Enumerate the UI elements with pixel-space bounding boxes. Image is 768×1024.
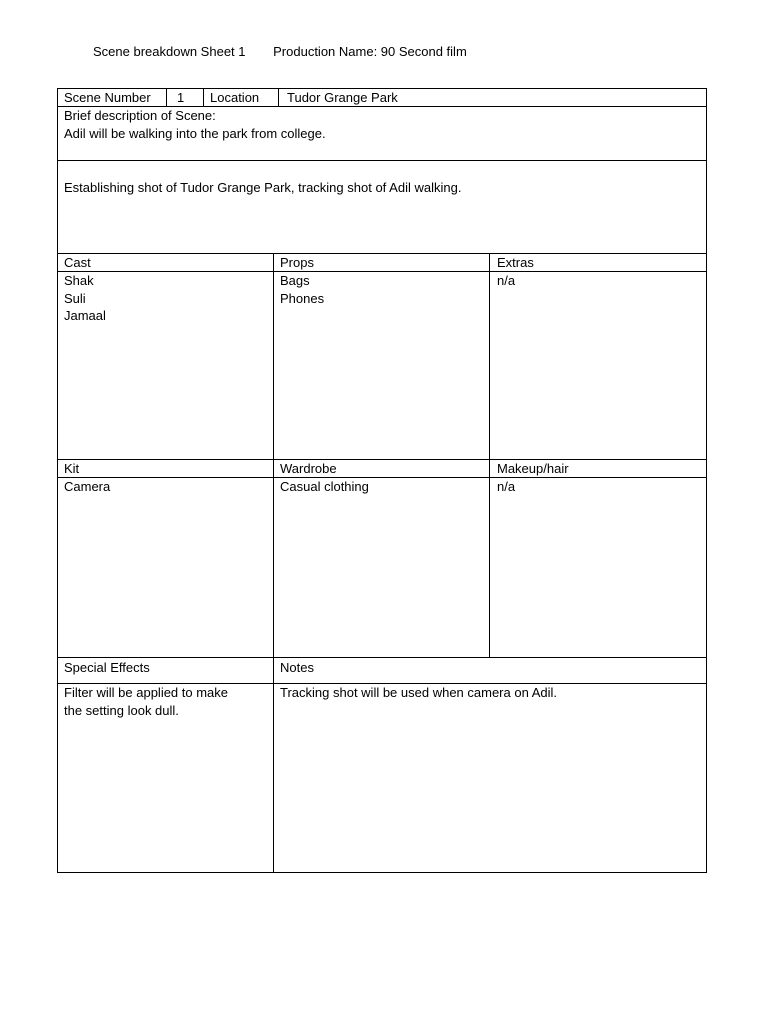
cast-item: Shak <box>64 273 94 288</box>
special-effects-text <box>64 684 228 719</box>
notes-text <box>280 684 557 702</box>
description-label: Brief description of Scene: <box>64 108 216 123</box>
shots-text: Establishing shot of Tudor Grange Park, tracking shot of Adil walking. <box>64 180 462 195</box>
row-divider <box>58 459 706 460</box>
row-divider <box>58 160 706 161</box>
extras-list <box>497 272 515 290</box>
extras-label: Extras <box>497 255 534 270</box>
description-text: Adil will be walking into the park from college. <box>64 125 326 141</box>
props-item: Bags <box>280 273 310 288</box>
makeup-list <box>497 478 515 496</box>
column-divider <box>278 89 279 106</box>
row-divider <box>58 657 706 658</box>
cast-list <box>64 272 106 325</box>
makeup-item: n/a <box>497 479 516 494</box>
row-divider <box>58 477 706 478</box>
cast-item: Suli <box>64 290 86 306</box>
scene-breakdown-table <box>57 88 707 873</box>
wardrobe-label: Wardrobe <box>280 461 337 476</box>
props-label: Props <box>280 255 314 270</box>
cast-label: Cast <box>64 255 91 270</box>
sheet-title: Scene breakdown Sheet 1 <box>93 44 246 59</box>
wardrobe-item: Casual clothing <box>280 479 369 494</box>
kit-item: Camera <box>64 479 111 494</box>
row-divider <box>58 271 706 272</box>
cast-item: Jamaal <box>64 308 106 323</box>
column-divider <box>489 253 490 657</box>
wardrobe-list <box>280 478 369 496</box>
column-divider <box>203 89 204 106</box>
column-divider <box>166 89 167 106</box>
row-divider <box>58 253 706 254</box>
sheet-header <box>93 44 467 59</box>
special-effects-line: Filter will be applied to make <box>64 685 229 700</box>
notes-label: Notes <box>280 660 314 675</box>
special-effects-line: the setting look dull. <box>64 702 179 718</box>
scene-number-value: 1 <box>177 90 185 105</box>
column-divider <box>273 253 274 873</box>
props-item: Phones <box>280 290 325 306</box>
special-effects-label: Special Effects <box>64 660 150 675</box>
description-cell <box>64 107 326 142</box>
kit-list <box>64 478 110 496</box>
location-label: Location <box>210 90 260 105</box>
extras-item: n/a <box>497 273 516 288</box>
makeup-label: Makeup/hair <box>497 461 569 476</box>
props-list <box>280 272 324 307</box>
kit-label: Kit <box>64 461 80 476</box>
scene-number-label: Scene Number <box>64 90 151 105</box>
location-value: Tudor Grange Park <box>287 90 398 105</box>
notes-line: Tracking shot will be used when camera on Adil. <box>280 685 557 700</box>
production-name: Production Name: 90 Second film <box>273 44 467 59</box>
